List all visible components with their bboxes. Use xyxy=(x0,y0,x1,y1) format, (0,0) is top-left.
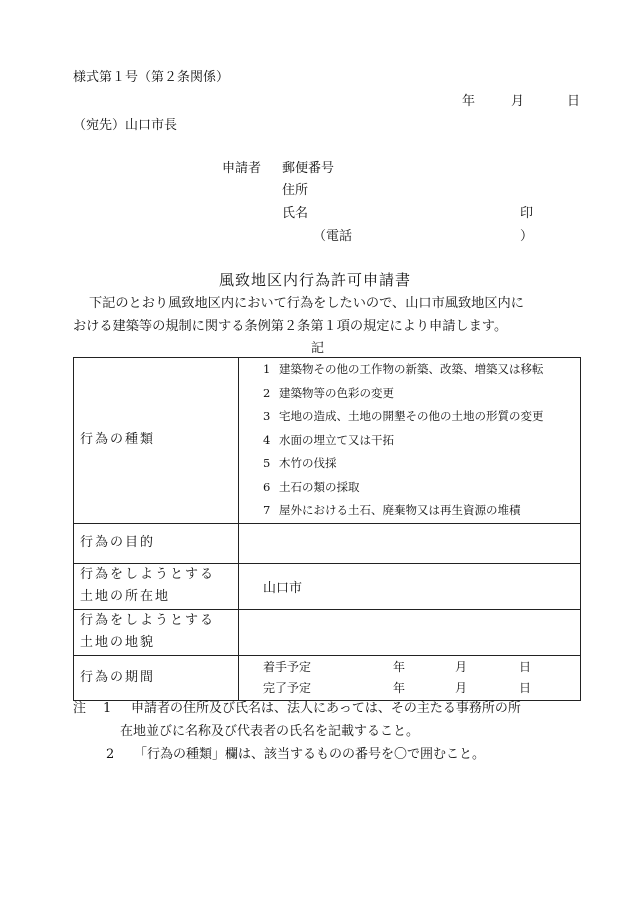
document-title: 風致地区内行為許可申請書 xyxy=(218,271,411,289)
address-label: 住所 xyxy=(282,183,309,198)
period-label: 行為の期間 xyxy=(74,655,239,700)
purpose-field[interactable] xyxy=(239,523,581,563)
activity-type-list[interactable] xyxy=(239,358,581,524)
seal-mark: 印 xyxy=(520,206,534,221)
note-1: 注 1 申請者の住所及び氏名は、法人にあっては、その主たる事務所の所 xyxy=(73,701,521,716)
activity-type-label: 行為の種類 xyxy=(74,358,239,524)
date-month: 月 xyxy=(511,94,525,109)
row-terrain xyxy=(74,609,581,655)
terrain-field[interactable] xyxy=(239,609,581,655)
application-table xyxy=(73,357,581,701)
phone-label: （電話 xyxy=(313,229,353,244)
period-field[interactable] xyxy=(239,655,581,700)
row-purpose xyxy=(74,523,581,563)
list-item: 2 建築物等の色彩の変更 xyxy=(263,385,394,400)
location-field[interactable]: 山口市 xyxy=(239,563,581,609)
ki-heading: 記 xyxy=(311,341,325,356)
date-year: 年 xyxy=(462,94,476,109)
purpose-label: 行為の目的 xyxy=(74,523,239,563)
phone-close-paren: ） xyxy=(520,229,534,244)
notes xyxy=(73,697,521,766)
postal-code-label: 郵便番号 xyxy=(282,161,335,176)
row-period xyxy=(74,655,581,700)
list-item: 1 建築物その他の工作物の新築、改築、増築又は移転 xyxy=(263,362,544,376)
applicant-label: 申請者 xyxy=(222,161,262,176)
body-text-line-1: 下記のとおり風致地区内において行為をしたいので、山口市風致地区内に xyxy=(89,296,524,311)
list-item: 5 木竹の伐採 xyxy=(263,456,337,470)
form-number: 様式第１号（第２条関係） xyxy=(73,70,230,85)
row-location xyxy=(74,563,581,609)
date-day: 日 xyxy=(567,94,581,109)
period-start-row: 着手予定 年 月 日 xyxy=(263,659,532,674)
list-item: 4 水面の埋立て又は干拓 xyxy=(263,432,394,447)
note-2: 2 「行為の種類」欄は、該当するものの番号を〇で囲むこと。 xyxy=(106,747,486,762)
terrain-label: 行為をしようとする 土地の地貌 xyxy=(74,609,239,655)
addressee: （宛先）山口市長 xyxy=(73,118,178,133)
body-text-line-2: おける建築等の規制に関する条例第２条第１項の規定により申請します。 xyxy=(73,319,508,334)
date-line xyxy=(462,94,580,110)
name-label: 氏名 xyxy=(282,206,309,221)
row-activity-type xyxy=(74,358,581,524)
note-1-continued: 在地並びに名称及び代表者の氏名を記載すること。 xyxy=(120,724,420,739)
list-item: 7 屋外における土石、廃棄物又は再生資源の堆積 xyxy=(263,503,521,517)
list-item: 3 宅地の造成、土地の開墾その他の土地の形質の変更 xyxy=(263,409,544,423)
list-item: 6 土石の類の採取 xyxy=(263,479,360,494)
location-label: 行為をしようとする 土地の所在地 xyxy=(74,563,239,609)
period-end-row: 完了予定 年 月 日 xyxy=(263,680,532,695)
